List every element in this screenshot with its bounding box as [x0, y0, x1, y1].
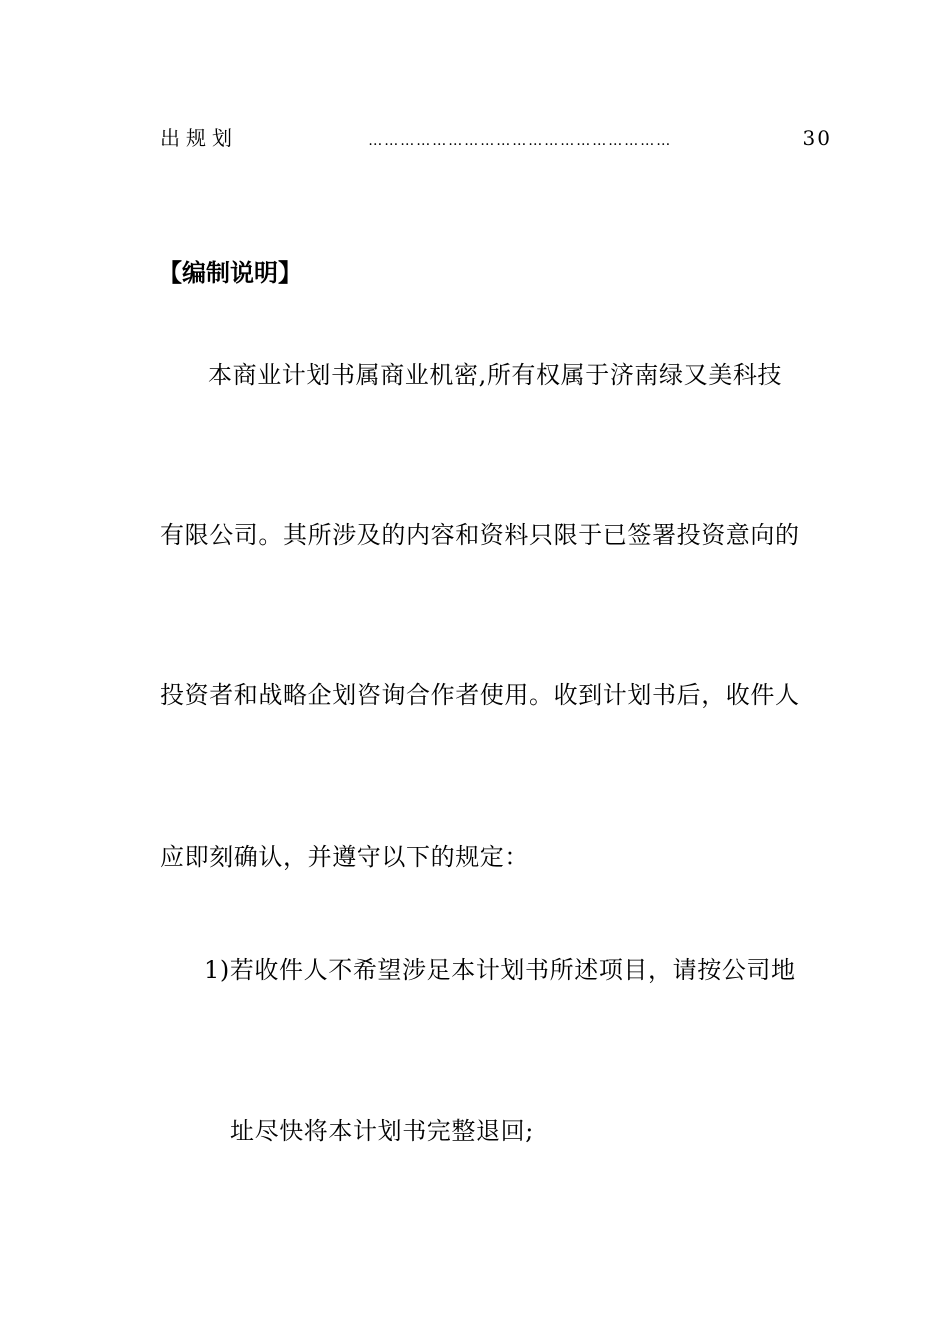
toc-label: 出规划	[160, 126, 238, 150]
toc-entry	[160, 123, 832, 156]
list-item-1-line-1: 1)若收件人不希望涉足本计划书所述项目，请按公司地	[204, 956, 796, 984]
section-heading: 【编制说明】	[158, 259, 302, 287]
toc-leader-dots: …………………………………………………	[368, 133, 673, 149]
paragraph-line-4: 应即刻确认，并遵守以下的规定：	[160, 843, 529, 871]
paragraph-line-1: 本商业计划书属商业机密,所有权属于济南绿又美科技	[208, 361, 783, 389]
list-item-1-line-2: 址尽快将本计划书完整退回;	[230, 1117, 534, 1145]
paragraph-line-3: 投资者和战略企划咨询合作者使用。收到计划书后，收件人	[160, 681, 800, 709]
toc-page-number: 30	[802, 126, 832, 150]
paragraph-line-2: 有限公司。其所涉及的内容和资料只限于已签署投资意向的	[160, 521, 800, 549]
